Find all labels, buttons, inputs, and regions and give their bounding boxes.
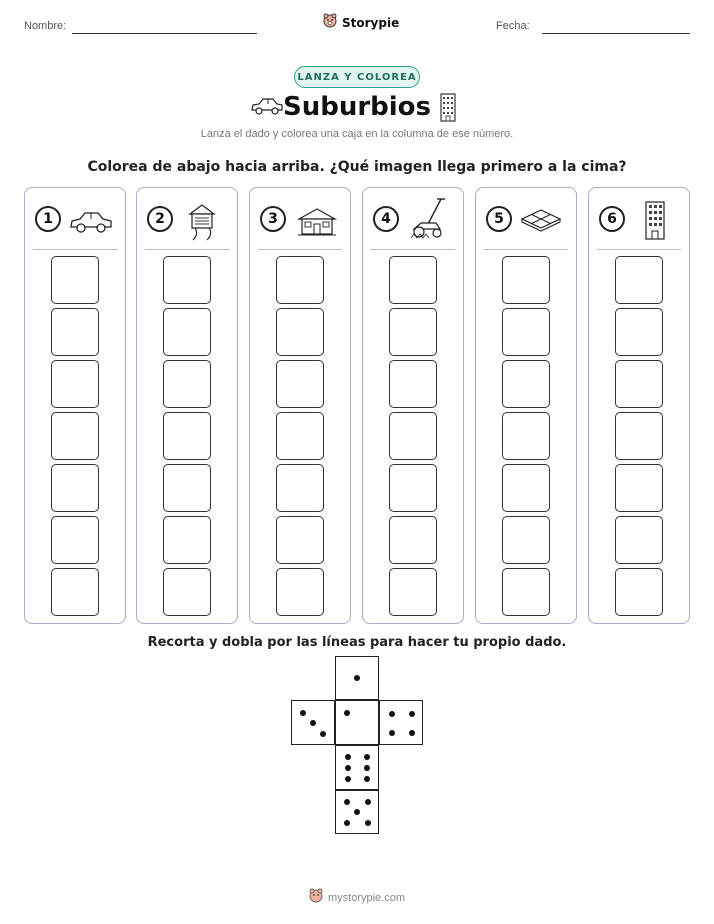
column-header bbox=[373, 202, 453, 240]
color-box[interactable] bbox=[615, 516, 663, 564]
footer-url[interactable]: mystorypie.com bbox=[328, 891, 406, 904]
column-number: 1 bbox=[35, 206, 61, 232]
color-box[interactable] bbox=[615, 360, 663, 408]
apartment-building-icon bbox=[643, 200, 667, 245]
color-box[interactable] bbox=[389, 412, 437, 460]
garage-icon bbox=[187, 202, 217, 247]
page-title: Suburbios bbox=[282, 92, 432, 122]
name-line[interactable] bbox=[72, 33, 257, 34]
die-face-1 bbox=[335, 656, 379, 700]
column-header bbox=[35, 202, 115, 240]
color-box[interactable] bbox=[276, 308, 324, 356]
color-box[interactable] bbox=[276, 256, 324, 304]
die-pip bbox=[389, 730, 395, 736]
color-box[interactable] bbox=[51, 516, 99, 564]
column-header bbox=[260, 202, 340, 240]
die-face-5 bbox=[335, 790, 379, 834]
instruction-text: Colorea de abajo hacia arriba. ¿Qué imagen llega primero a la cima? bbox=[87, 159, 627, 175]
die-pip bbox=[344, 799, 350, 805]
color-box[interactable] bbox=[163, 516, 211, 564]
color-box[interactable] bbox=[615, 464, 663, 512]
column-divider bbox=[371, 249, 455, 250]
house-icon bbox=[296, 206, 338, 243]
column-6 bbox=[588, 187, 690, 624]
column-3 bbox=[249, 187, 351, 624]
color-box[interactable] bbox=[389, 360, 437, 408]
color-box[interactable] bbox=[51, 308, 99, 356]
color-box[interactable] bbox=[502, 464, 550, 512]
color-box[interactable] bbox=[163, 464, 211, 512]
die-pip bbox=[364, 765, 370, 771]
column-divider bbox=[597, 249, 681, 250]
die-pip bbox=[389, 711, 395, 717]
die-face-3 bbox=[291, 700, 335, 745]
color-box[interactable] bbox=[615, 568, 663, 616]
column-5 bbox=[475, 187, 577, 624]
column-number: 2 bbox=[147, 206, 173, 232]
die-face-6 bbox=[335, 745, 379, 790]
column-2 bbox=[136, 187, 238, 624]
die-pip bbox=[365, 820, 371, 826]
storypie-mascot-icon bbox=[308, 887, 324, 908]
color-box[interactable] bbox=[502, 360, 550, 408]
die-pip bbox=[354, 809, 360, 815]
die-pip bbox=[320, 731, 326, 737]
color-box[interactable] bbox=[276, 568, 324, 616]
color-box[interactable] bbox=[51, 256, 99, 304]
column-divider bbox=[484, 249, 568, 250]
columns-area bbox=[24, 187, 690, 624]
color-box[interactable] bbox=[502, 568, 550, 616]
color-box[interactable] bbox=[502, 516, 550, 564]
color-box[interactable] bbox=[276, 516, 324, 564]
color-box[interactable] bbox=[615, 412, 663, 460]
storypie-mascot-icon bbox=[322, 12, 338, 33]
column-divider bbox=[145, 249, 229, 250]
color-box[interactable] bbox=[163, 256, 211, 304]
color-box[interactable] bbox=[389, 464, 437, 512]
die-pip bbox=[364, 776, 370, 782]
die-pip bbox=[344, 710, 350, 716]
color-box[interactable] bbox=[163, 308, 211, 356]
color-box[interactable] bbox=[276, 464, 324, 512]
color-box[interactable] bbox=[502, 412, 550, 460]
color-box[interactable] bbox=[51, 568, 99, 616]
column-header bbox=[147, 202, 227, 240]
brand-logo bbox=[322, 12, 399, 33]
die-pip bbox=[409, 711, 415, 717]
color-box[interactable] bbox=[276, 412, 324, 460]
die-pip bbox=[364, 754, 370, 760]
activity-tag: LANZA Y COLOREA bbox=[294, 66, 420, 88]
die-face-2 bbox=[379, 700, 423, 745]
die-pip bbox=[345, 754, 351, 760]
car-icon bbox=[250, 97, 284, 120]
color-box[interactable] bbox=[51, 412, 99, 460]
color-box[interactable] bbox=[51, 464, 99, 512]
apartment-building-icon bbox=[439, 92, 457, 127]
column-4 bbox=[362, 187, 464, 624]
column-number: 5 bbox=[486, 206, 512, 232]
color-box[interactable] bbox=[163, 360, 211, 408]
die-pip bbox=[345, 776, 351, 782]
color-box[interactable] bbox=[276, 360, 324, 408]
paving-tile-icon bbox=[520, 208, 562, 237]
die-face-1 bbox=[335, 700, 379, 745]
color-box[interactable] bbox=[615, 308, 663, 356]
color-box[interactable] bbox=[615, 256, 663, 304]
color-box[interactable] bbox=[389, 568, 437, 616]
color-box[interactable] bbox=[502, 308, 550, 356]
date-line[interactable] bbox=[542, 33, 690, 34]
die-pip bbox=[409, 730, 415, 736]
color-box[interactable] bbox=[389, 308, 437, 356]
die-pip bbox=[310, 720, 316, 726]
column-number: 4 bbox=[373, 206, 399, 232]
column-divider bbox=[33, 249, 117, 250]
color-box[interactable] bbox=[389, 256, 437, 304]
die-pip bbox=[354, 675, 360, 681]
subtitle: Lanza el dado y colorea una caja en la columna de ese número. bbox=[200, 128, 514, 140]
name-label: Nombre: bbox=[24, 20, 67, 32]
die-pip bbox=[300, 710, 306, 716]
die-pip bbox=[344, 820, 350, 826]
column-header bbox=[486, 202, 566, 240]
color-box[interactable] bbox=[502, 256, 550, 304]
lawn-mower-icon bbox=[409, 196, 447, 245]
color-box[interactable] bbox=[163, 412, 211, 460]
column-number: 3 bbox=[260, 206, 286, 232]
color-box[interactable] bbox=[389, 516, 437, 564]
color-box[interactable] bbox=[51, 360, 99, 408]
column-header bbox=[599, 202, 679, 240]
brand-name: Storypie bbox=[342, 15, 400, 30]
column-divider bbox=[258, 249, 342, 250]
footer bbox=[308, 887, 405, 908]
column-1 bbox=[24, 187, 126, 624]
car-icon bbox=[69, 210, 113, 239]
die-pip bbox=[365, 799, 371, 805]
color-box[interactable] bbox=[163, 568, 211, 616]
die-pip bbox=[345, 765, 351, 771]
date-label: Fecha: bbox=[496, 20, 530, 32]
column-number: 6 bbox=[599, 206, 625, 232]
cut-instruction: Recorta y dobla por las líneas para hacer tu propio dado. bbox=[147, 635, 567, 650]
